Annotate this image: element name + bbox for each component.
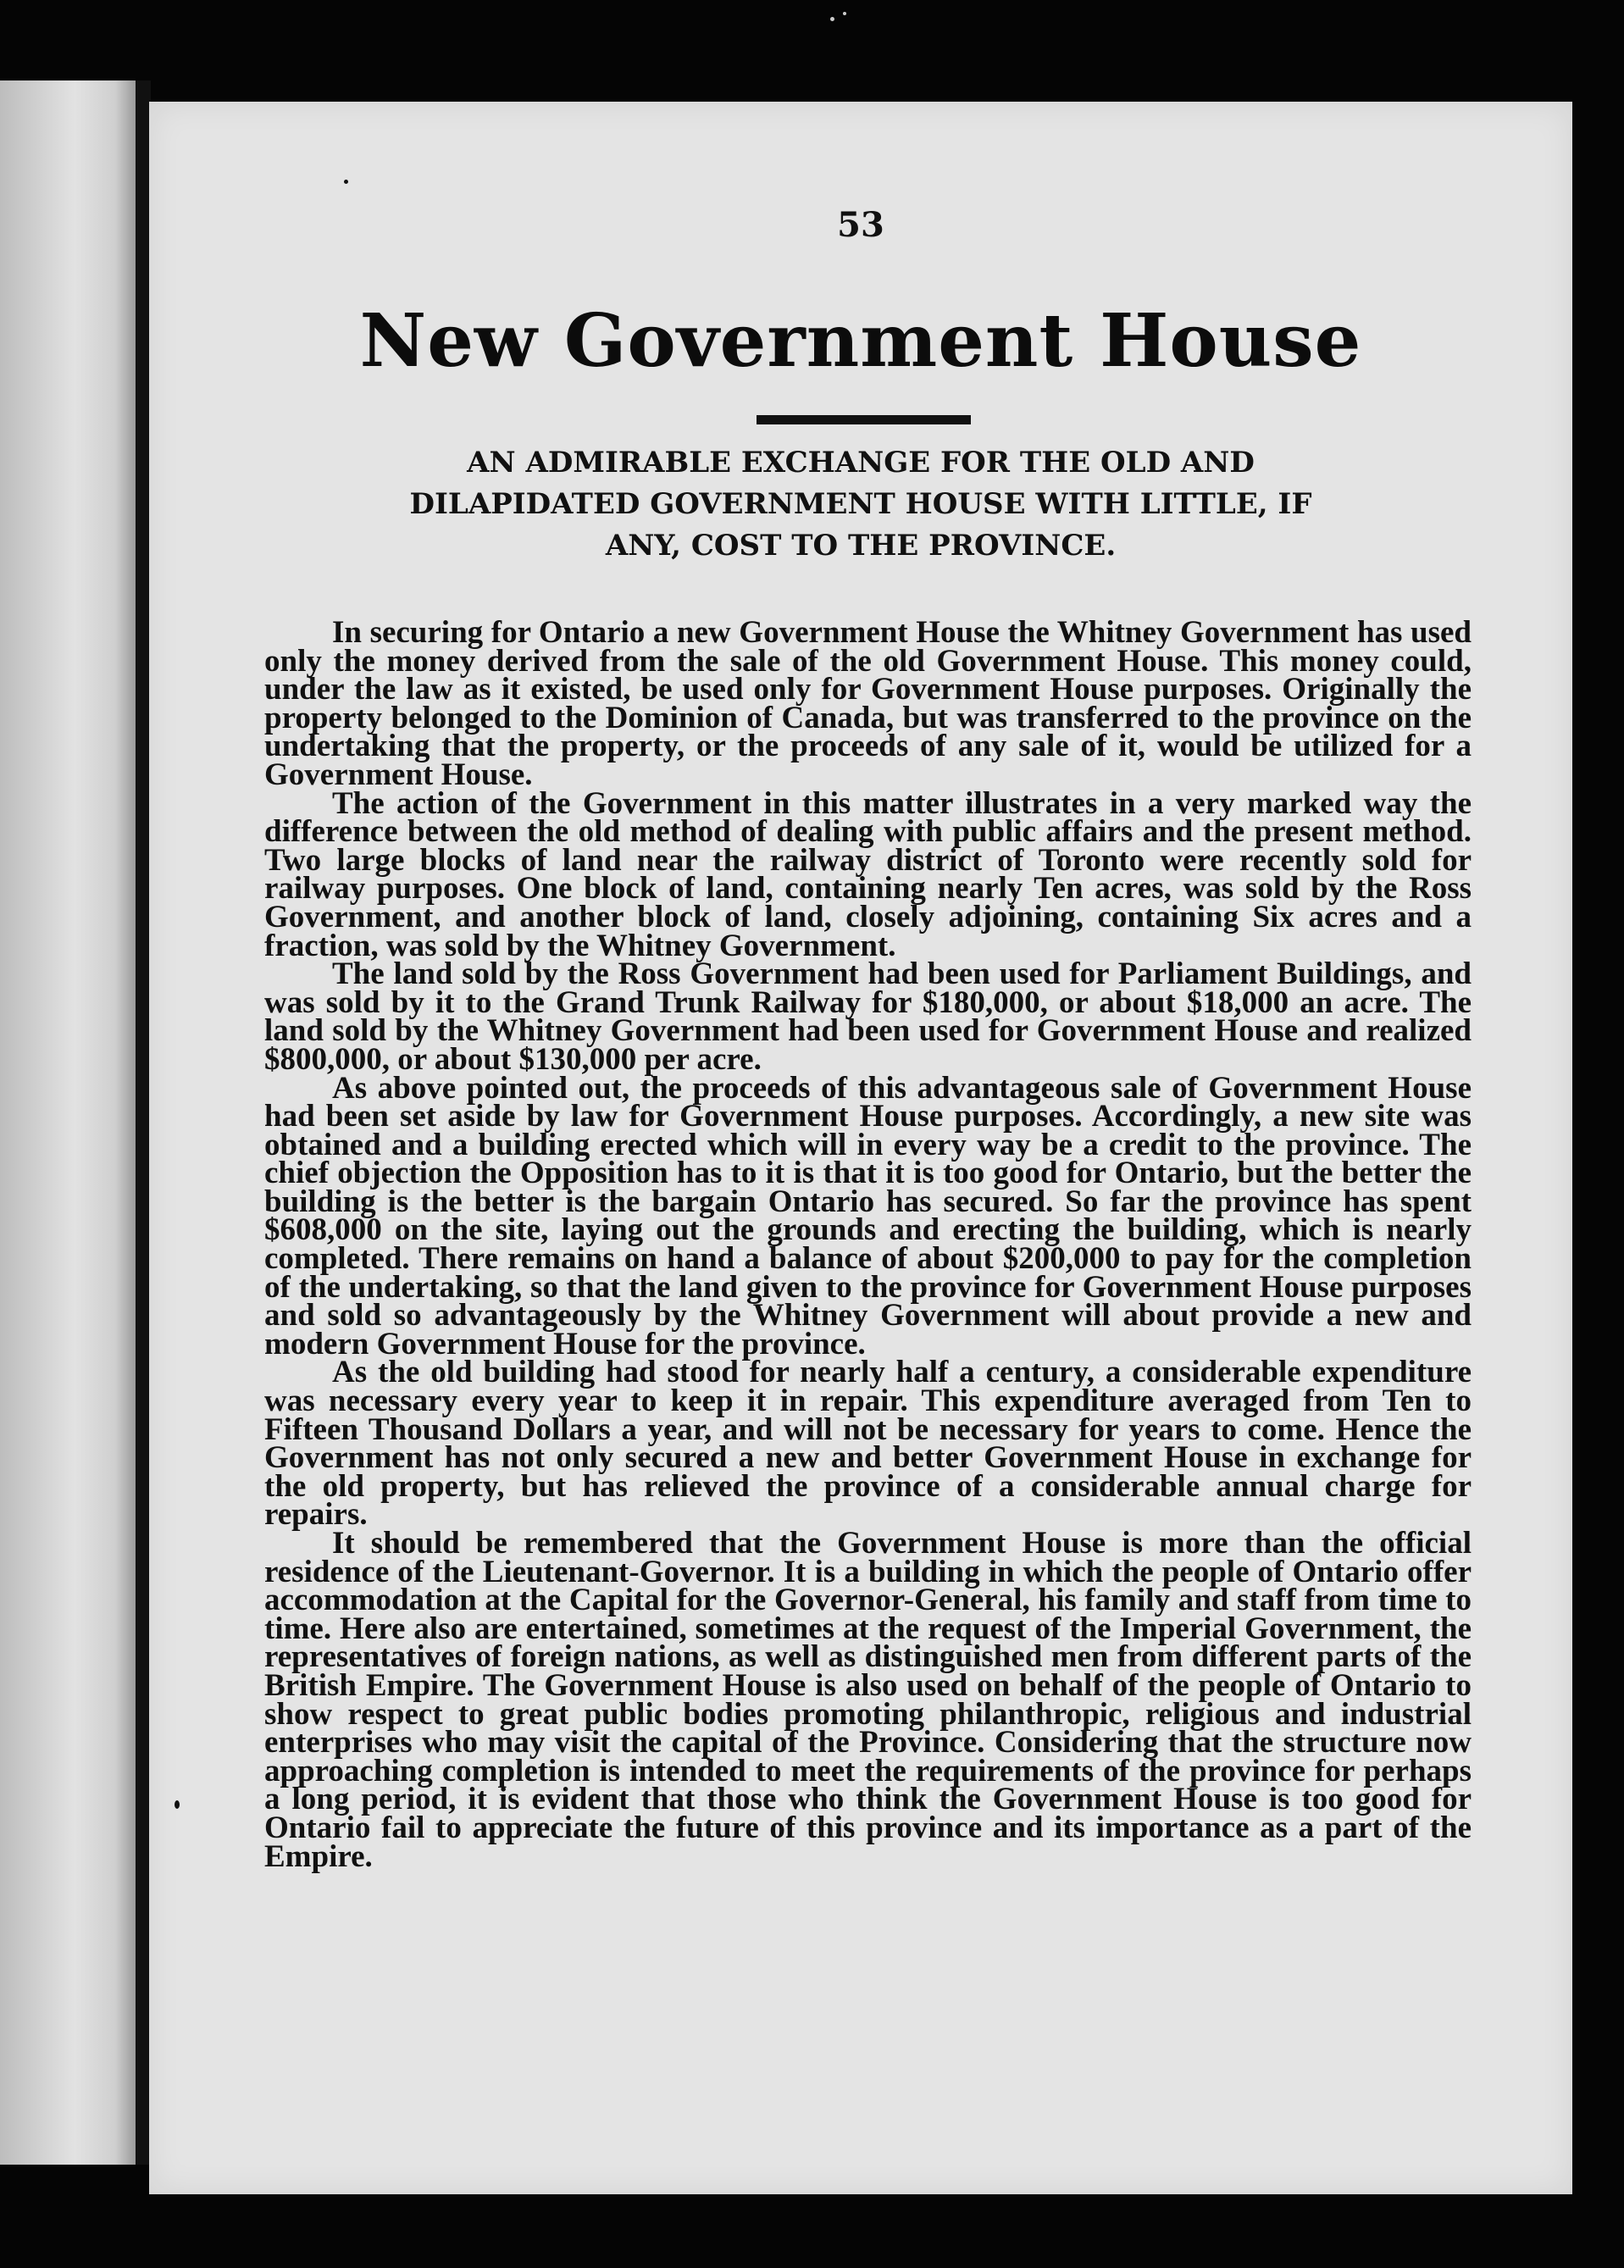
title-rule <box>757 415 971 424</box>
paragraph: The land sold by the Ross Government had been used for Parliament Buildings, and was sold by it to the Grand Trunk Railway for $180,000, or about $18,000 an acre. The land sold by the Whitney Government had been used for Government House and realized $800,000, or about $130,000 per acre. <box>264 957 1472 1077</box>
scan-speck <box>344 180 348 184</box>
document-page <box>149 102 1572 2194</box>
paragraph: As above pointed out, the proceeds of this advantageous sale of Government House had been set aside by law for Government House purposes. Accordingly, a new site was obtained and a building erected which will in every way be a credit to the province. The chief objection the Opposition has to it is that it is too good for Ontario, but the better the building is the better is the bargain Ontario has secured. So far the province has spent $608,000 on the site, laying out the grounds and erecting the building, which is nearly completed. There remains on hand a balance of about $200,000 to pay for the completion of the undertaking, so that the land given to the province for Government House purposes and sold so advantageously by the Whitney Government will about provide a new and modern Government House for the province. <box>264 1070 1472 1361</box>
scan-speck <box>175 1800 180 1809</box>
scan-speck <box>843 12 846 15</box>
article-body <box>264 615 1472 1874</box>
paragraph: The action of the Government in this matter illustrates in a very marked way the difference between the old method of dealing with public affairs and the present method. Two large blocks of land near the railway district of Toronto were recently sold for railway purposes. One block of land, containing nearly Ten acres, was sold by the Ross Government, and another block of land, closely adjoining, containing Six acres and a fraction, was sold by the Whitney Government. <box>264 785 1472 963</box>
paragraph: In securing for Ontario a new Government House the Whitney Government has used only the money derived from the sale of the old Government House. This money could, under the law as it existed, be used only for Government House purposes. Originally the property belonged to the Dominion of Canada, but was transferred to the province on the undertaking that the property, or the proceeds of any sale of it, would be utilized for a Government House. <box>264 615 1472 792</box>
page-subtitle: AN ADMIRABLE EXCHANGE FOR THE OLD AND DILAPIDATED GOVERNMENT HOUSE WITH LITTLE, IF ANY, COST TO THE PROVINCE. <box>409 446 1312 563</box>
page-number: 53 <box>837 205 884 245</box>
paragraph: It should be remembered that the Government House is more than the official residence of the Lieutenant-Governor. It is a building in which the people of Ontario offer accommodation at the Capital for the Governor-General, his family and staff from time to time. Here also are entertained, sometimes at the request of the Imperial Government, the representatives of foreign nations, as well as distinguished men from different parts of the British Empire. The Government House is also used on behalf of the people of Ontario to show respect to great public bodies promoting philanthropic, religious and industrial enterprises who may visit the capital of the Province. Considering that the structure now approaching completion is intended to meet the requirements of the province for perhaps a long period, it is evident that those who think the Government House is too good for Ontario fail to appreciate the future of this province and its importance as a part of the Empire. <box>264 1526 1472 1874</box>
page-title: New Government House <box>359 298 1362 384</box>
scan-speck <box>830 17 834 21</box>
facing-page-edge <box>0 80 136 2165</box>
paragraph: As the old building had stood for nearly half a century, a considerable expenditure was necessary every year to keep it in repair. This expenditure averaged from Ten to Fifteen Thousand Dollars a year, and will not be necessary for years to come. Hence the Government has not only secured a new and better Government House in exchange for the old property, but has relieved the province of a considerable annual charge for repairs. <box>264 1355 1472 1533</box>
